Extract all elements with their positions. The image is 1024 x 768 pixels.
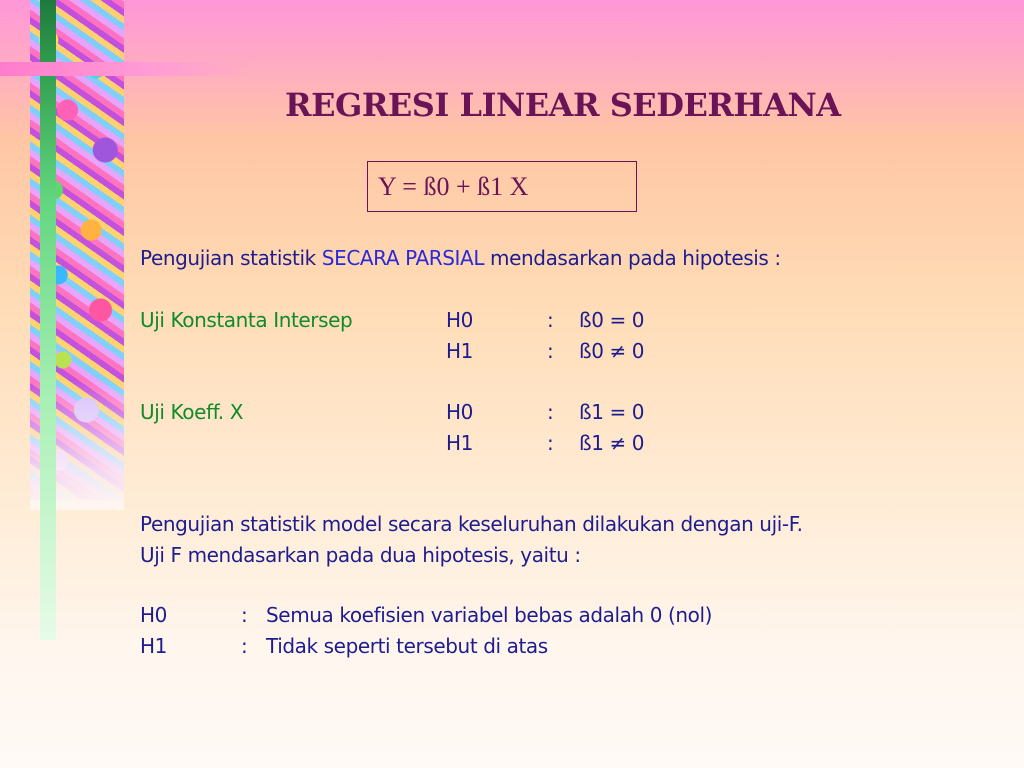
overall-test-line1: Pengujian statistik model secara keseluruhan dilakukan dengan uji-F. <box>140 512 803 536</box>
hypothesis-expression: ß1 ≠ 0 <box>579 431 645 455</box>
hypothesis-separator: : <box>547 339 554 363</box>
f-hypothesis-label: H0 <box>140 603 167 627</box>
slide-title: REGRESI LINEAR SEDERHANA <box>285 86 841 124</box>
f-hypothesis-text: Semua koefisien variabel bebas adalah 0 (nol) <box>266 603 713 627</box>
hypothesis-label: H1 <box>446 339 473 363</box>
partial-intro-highlight: SECARA PARSIAL <box>321 246 485 270</box>
hypothesis-label: H1 <box>446 431 473 455</box>
green-vertical-bar <box>40 0 56 640</box>
partial-intro <box>140 246 781 270</box>
pink-horizontal-bar <box>0 62 250 76</box>
hypothesis-expression: ß0 = 0 <box>579 308 645 332</box>
partial-intro-suffix: mendasarkan pada hipotesis : <box>484 246 781 270</box>
hypothesis-separator: : <box>547 431 554 455</box>
hypothesis-expression: ß1 = 0 <box>579 400 645 424</box>
formula-text: Y = ß0 + ß1 X <box>378 172 529 201</box>
hypothesis-label: H0 <box>446 308 473 332</box>
f-hypothesis-label: H1 <box>140 634 167 658</box>
test-label-coeff-x: Uji Koeff. X <box>140 400 244 424</box>
overall-test-line2: Uji F mendasarkan pada dua hipotesis, yaitu : <box>140 543 581 567</box>
hypothesis-separator: : <box>547 308 554 332</box>
f-hypothesis-text: Tidak seperti tersebut di atas <box>266 634 548 658</box>
partial-intro-prefix: Pengujian statistik <box>140 246 322 270</box>
f-hypothesis-separator: : <box>241 603 248 627</box>
formula-box <box>367 161 637 212</box>
f-hypothesis-separator: : <box>241 634 248 658</box>
hypothesis-label: H0 <box>446 400 473 424</box>
test-label-intercept: Uji Konstanta Intersep <box>140 308 353 332</box>
hypothesis-expression: ß0 ≠ 0 <box>579 339 645 363</box>
hypothesis-separator: : <box>547 400 554 424</box>
